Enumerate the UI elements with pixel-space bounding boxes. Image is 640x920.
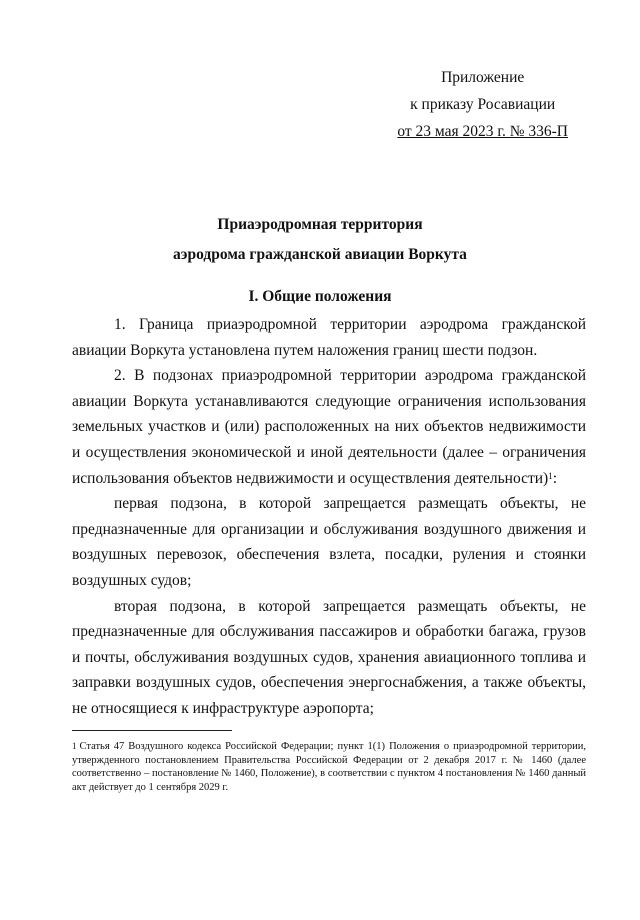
annex-header [397, 64, 568, 145]
document-title [0, 210, 640, 270]
title-line-2: аэродрома гражданской авиации Воркута [173, 246, 467, 263]
paragraph-first-subzone: первая подзона, в которой запрещается размещать объекты, не предназначенные для организации и обслуживания воздушного движения и воздушных перевозок, обеспечения взлета, посадки, руления и стоянки воздушных судов; [72, 495, 586, 589]
paragraph-2-end: : [552, 469, 558, 487]
paragraph-second-subzone: вторая подзона, в которой запрещается размещать объекты, не предназначенные для обслуживания пассажиров и обработки багажа, грузов и почты, обслуживания воздушных судов, хранения авиационного топлива и заправки воздушных судов, обеспечения энергоснабжения, а также объекты, не относящиеся к инфраструктуре аэропорта; [72, 597, 586, 717]
footnote-separator [72, 730, 232, 731]
order-reference: к приказу Росавиации [410, 96, 556, 113]
annex-line: Приложение [441, 69, 525, 86]
footnote [72, 740, 586, 794]
document-body [72, 312, 586, 722]
paragraph-1: 1. Граница приаэродромной территории аэродрома гражданской авиации Воркута установлена путем наложения границ шести подзон. [72, 316, 586, 359]
footnote-text: Статья 47 Воздушного кодекса Российской Федерации; пункт 1(1) Положения о приаэродромной территории, утвержденного постановлением Правительства Российской Федерации от 2 декабря 2017 г. № 1460 (далее соответственно – постановление № 1460, Положение), в соответствии с пунктом 4 постановления № 1460 данный акт действует до 1 сентября 2029 г. [72, 741, 586, 793]
title-line-1: Приаэродромная территория [217, 216, 423, 233]
order-date-number: от 23 мая 2023 г. № 336-П [397, 123, 568, 140]
footnote-mark: 1 [72, 741, 77, 751]
paragraph-2 [72, 363, 586, 491]
section-heading: I. Общие положения [248, 288, 392, 305]
footnote-reference: 1 [548, 470, 553, 481]
paragraph-2-text: 2. В подзонах приаэродромной территории аэродрома гражданской авиации Воркута устанавливаются следующие ограничения использования земельных участков и (или) расположенных на них объектов недвижимости и осуществления экономической и иной деятельности (далее – ограничения использования объектов недвижимости и осуществления деятельности) [72, 367, 586, 487]
